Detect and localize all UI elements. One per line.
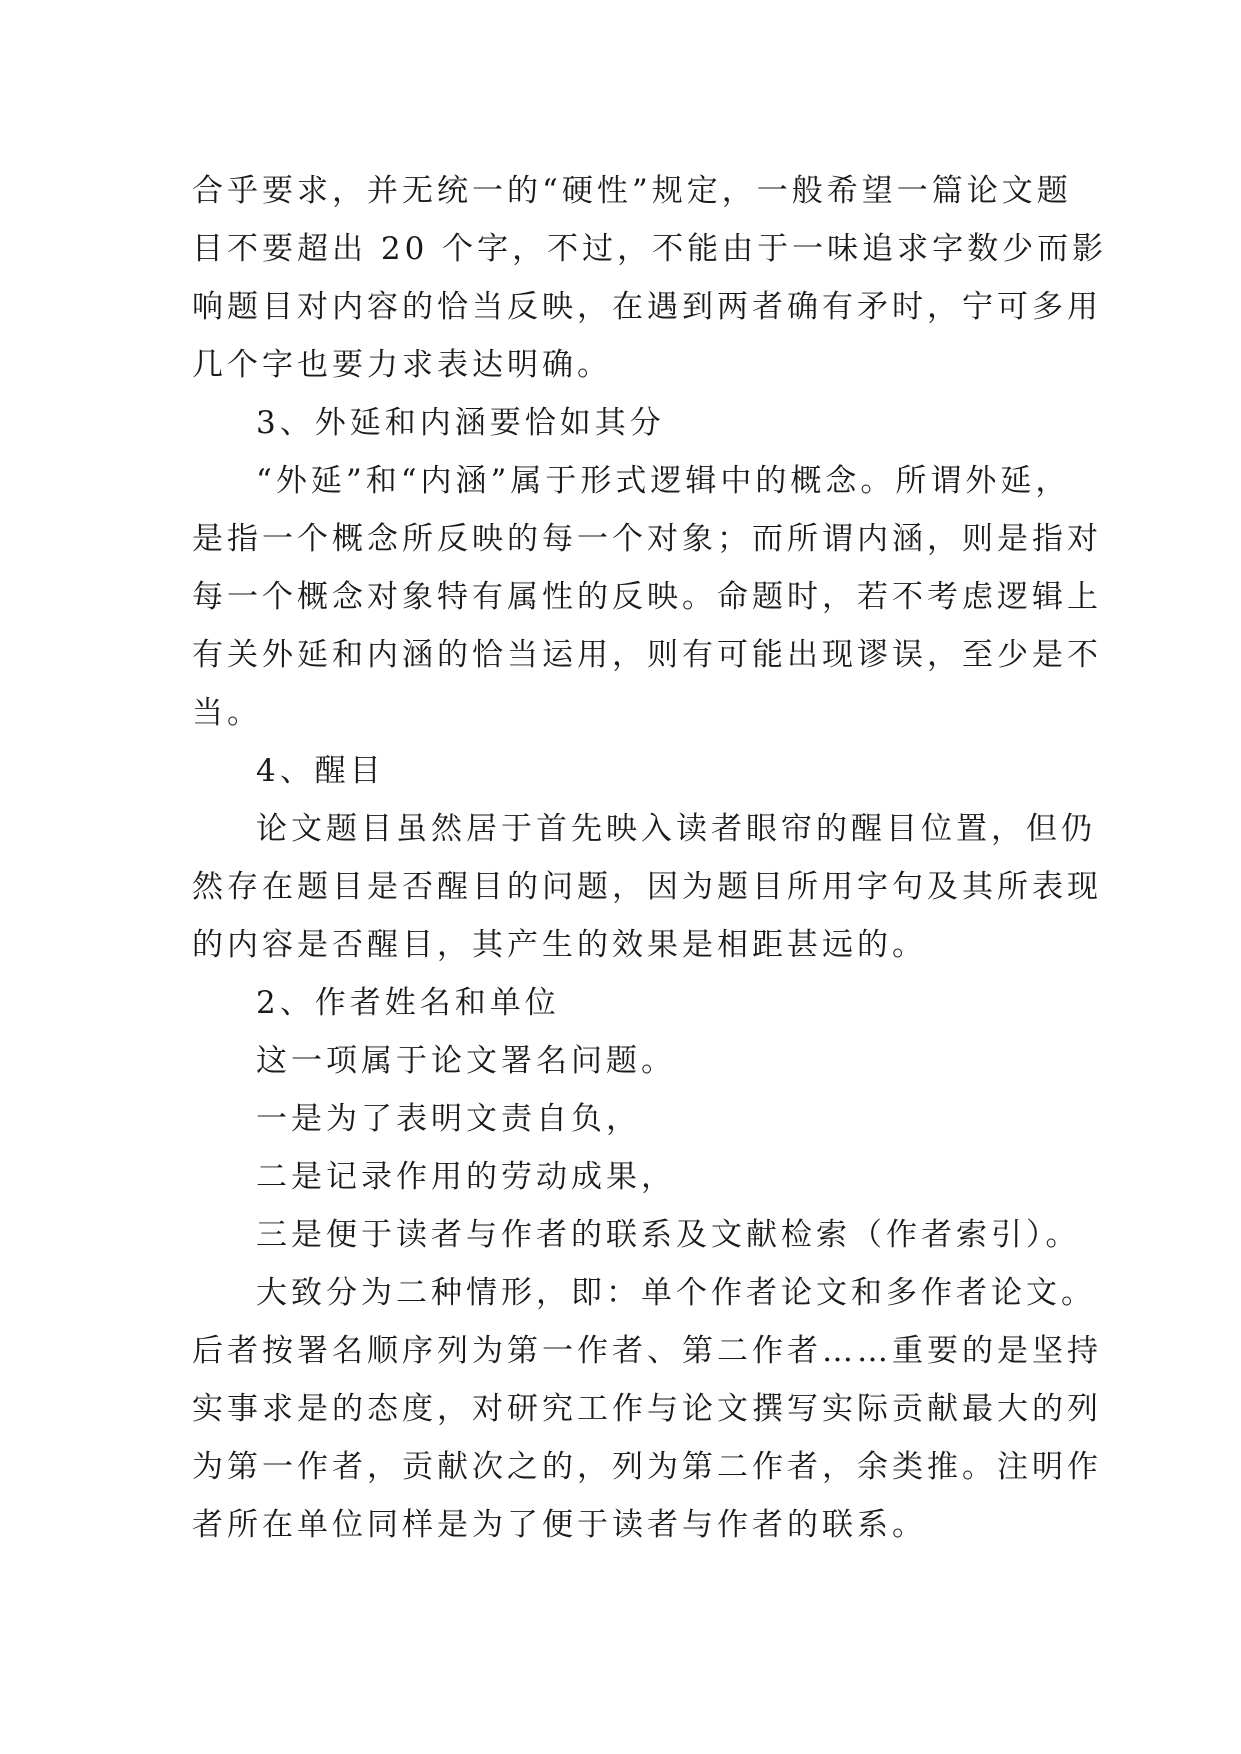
text-line: 论文题目虽然居于首先映入读者眼帘的醒目位置，但仍 <box>256 811 1096 847</box>
document-page <box>192 162 1108 1554</box>
text-line: 目不要超出 20 个字，不过，不能由于一味追求字数少而影 <box>192 231 1108 267</box>
text-line: 后者按署名顺序列为第一作者、第二作者……重要的是坚持 <box>192 1333 1102 1369</box>
list-item: 一是为了表明文责自负， <box>256 1101 641 1137</box>
text-line: “外延”和“内涵”属于形式逻辑中的概念。所谓外延， <box>256 463 1071 499</box>
section-heading: 3、外延和内涵要恰如其分 <box>256 405 665 441</box>
text-line: 响题目对内容的恰当反映，在遇到两者确有矛时，宁可多用 <box>192 289 1102 325</box>
text-line: 合乎要求，并无统一的“硬性”规定，一般希望一篇论文题 <box>192 173 1072 209</box>
text-line: 这一项属于论文署名问题。 <box>256 1043 676 1079</box>
text-line: 者所在单位同样是为了便于读者与作者的联系。 <box>192 1507 927 1543</box>
section-heading: 4、醒目 <box>256 753 385 789</box>
text-line: 有关外延和内涵的恰当运用，则有可能出现谬误，至少是不 <box>192 637 1102 673</box>
list-item: 二是记录作用的劳动成果， <box>256 1159 676 1195</box>
text-line: 为第一作者，贡献次之的，列为第二作者，余类推。注明作 <box>192 1449 1102 1485</box>
text-line: 几个字也要力求表达明确。 <box>192 347 612 383</box>
text-line: 的内容是否醒目，其产生的效果是相距甚远的。 <box>192 927 927 963</box>
text-line: 每一个概念对象特有属性的反映。命题时，若不考虑逻辑上 <box>192 579 1102 615</box>
text-line: 是指一个概念所反映的每一个对象；而所谓内涵，则是指对 <box>192 521 1102 557</box>
text-line: 大致分为二种情形，即：单个作者论文和多作者论文。 <box>256 1275 1096 1311</box>
text-line: 实事求是的态度，对研究工作与论文撰写实际贡献最大的列 <box>192 1391 1102 1427</box>
section-heading: 2、作者姓名和单位 <box>256 985 560 1021</box>
list-item: 三是便于读者与作者的联系及文献检索（作者索引）。 <box>256 1217 1081 1253</box>
text-line: 当。 <box>192 695 262 731</box>
text-line: 然存在题目是否醒目的问题，因为题目所用字句及其所表现 <box>192 869 1102 905</box>
